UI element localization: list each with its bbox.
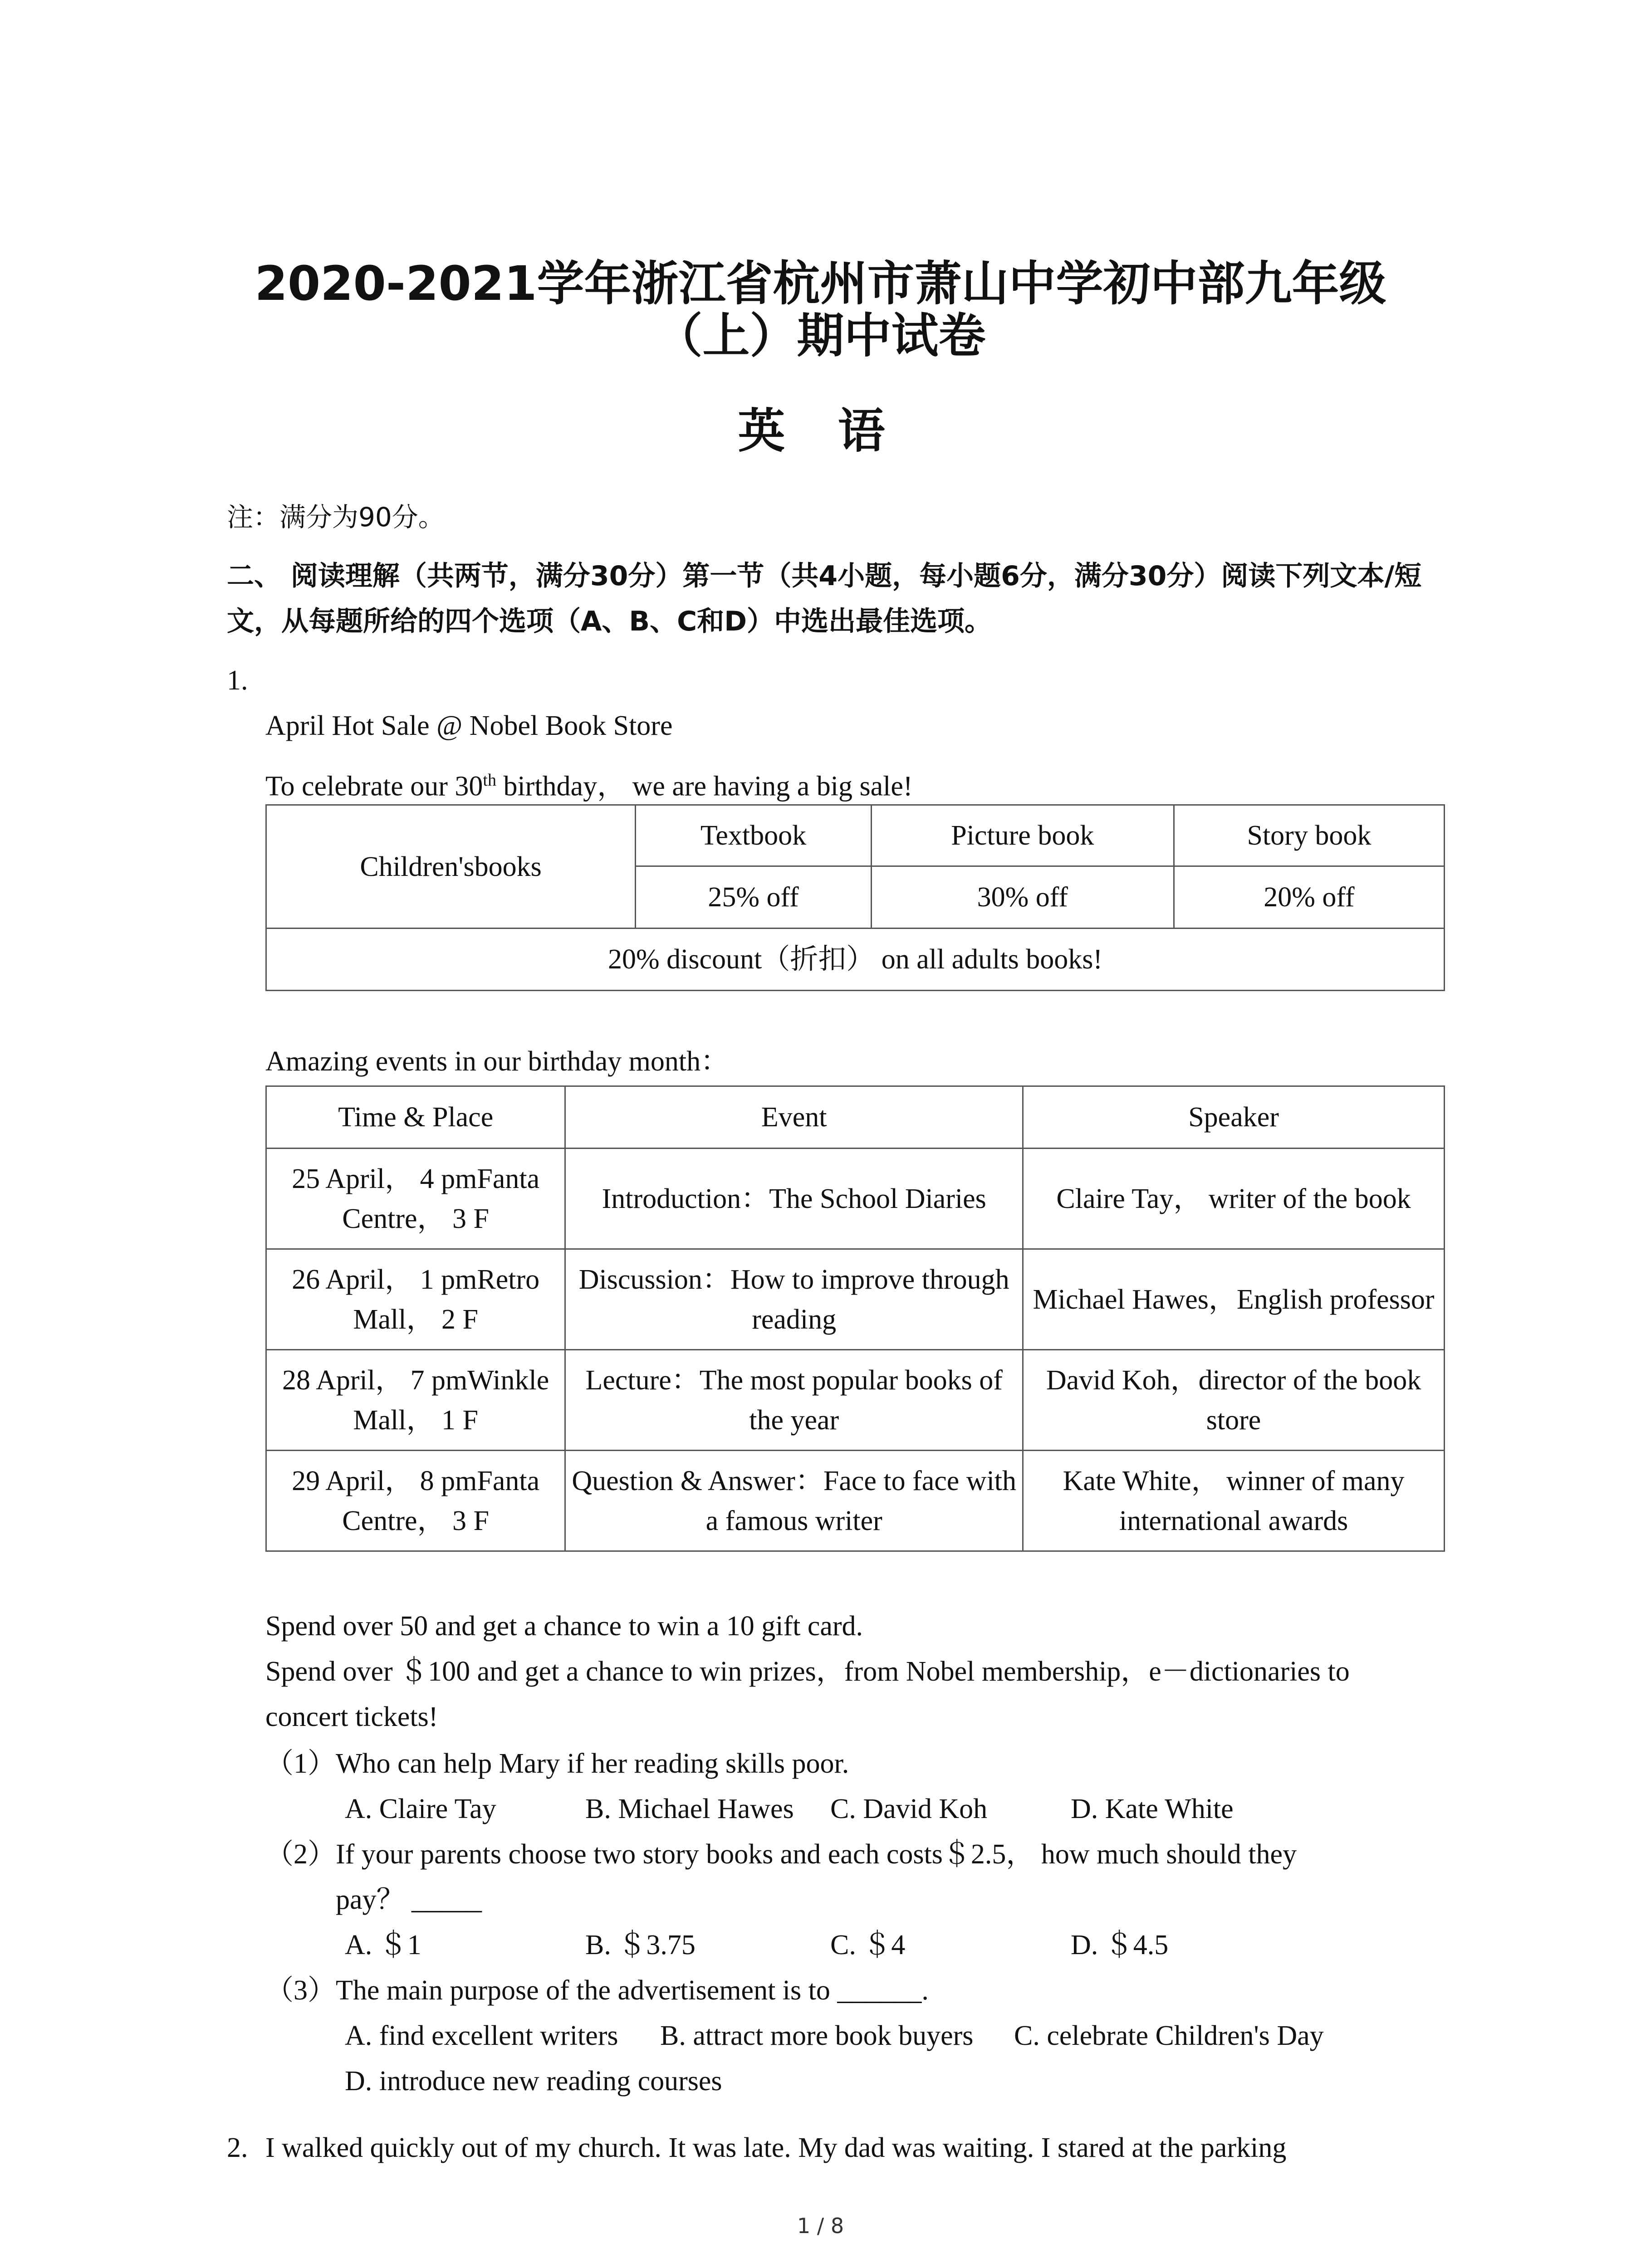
subq2-stem: If your parents choose two story books and each costs＄2.5， how much should they	[336, 1839, 1297, 1870]
discount-textbook: 25% off	[636, 866, 871, 929]
subq1-option-b: B. Michael Hawes	[585, 1794, 794, 1824]
question-2-text: I walked quickly out of my church. It was late. My dad was waiting. I stared at the parking	[265, 2132, 1287, 2163]
subq2-stem-cont: pay？ _____	[336, 1884, 482, 1915]
event-name: Introduction：The School Diaries	[565, 1149, 1023, 1249]
subq1-label: （1）	[265, 1748, 336, 1779]
subq2-label: （2）	[265, 1839, 336, 1870]
discount-table	[265, 804, 1445, 991]
table-row	[266, 1350, 1445, 1451]
subject-title: 英 语	[738, 403, 903, 459]
section-instruction: 二、 阅读理解（共两节，满分30分）第一节（共4小题，每小题6分，满分30分）阅读下列文本/短文，从每题所给的四个选项（A、B、C和D）中选出最佳选项。	[227, 560, 1422, 637]
celebrate-line: To celebrate our 30th birthday， we are having a big sale!	[265, 771, 913, 802]
spend-line-2a: Spend over ＄100 and get a chance to win prizes，from Nobel membership，e－dictionaries to	[265, 1656, 1350, 1687]
col-story-book: Story book	[1174, 805, 1444, 866]
event-time-place: 26 April， 1 pmRetro Mall， 2 F	[266, 1249, 565, 1350]
event-time-place: 29 April， 8 pmFanta Centre， 3 F	[266, 1451, 565, 1551]
subq3-option-a: A. find excellent writers	[345, 2020, 618, 2051]
exam-title-line1: 2020-2021学年浙江省杭州市萧山中学初中部九年级	[255, 256, 1386, 311]
event-name: Lecture：The most popular books of the year	[565, 1350, 1023, 1451]
subq3-option-d: D. introduce new reading courses	[345, 2066, 722, 2097]
exam-title-line2: （上）期中试卷	[655, 308, 986, 363]
table-row	[266, 1149, 1445, 1249]
question-2-number: 2.	[227, 2132, 248, 2163]
question-1-number: 1.	[227, 665, 248, 696]
spend-line-1: Spend over 50 and get a chance to win a 10 gift card.	[265, 1611, 863, 1642]
subq1-stem: Who can help Mary if her reading skills poor.	[336, 1748, 849, 1779]
adult-discount-note: 20% discount（折扣） on all adults books!	[266, 929, 1445, 991]
subq3-option-b: B. attract more book buyers	[660, 2020, 974, 2051]
spend-line-2b: concert tickets!	[265, 1701, 438, 1732]
subq1-option-d: D. Kate White	[1071, 1794, 1234, 1824]
discount-picture-book: 30% off	[871, 866, 1174, 929]
score-note: 注：满分为90分。	[227, 502, 445, 533]
col-picture-book: Picture book	[871, 805, 1174, 866]
col-textbook: Textbook	[636, 805, 871, 866]
event-name: Question & Answer：Face to face with a famous writer	[565, 1451, 1023, 1551]
table-row	[266, 1451, 1445, 1551]
event-speaker: Kate White， winner of many international awards	[1023, 1451, 1445, 1551]
subq2-option-c: C. ＄4	[830, 1930, 906, 1960]
subq2-option-b: B. ＄3.75	[585, 1930, 696, 1960]
events-intro: Amazing events in our birthday month：	[265, 1046, 729, 1077]
page-number: 1 / 8	[797, 2214, 844, 2238]
subq2-option-d: D. ＄4.5	[1071, 1930, 1169, 1960]
header-speaker: Speaker	[1023, 1086, 1445, 1149]
event-time-place: 25 April， 4 pmFanta Centre， 3 F	[266, 1149, 565, 1249]
ad-title: April Hot Sale @ Nobel Book Store	[265, 710, 673, 741]
event-time-place: 28 April， 7 pmWinkle Mall， 1 F	[266, 1350, 565, 1451]
event-speaker: David Koh，director of the book store	[1023, 1350, 1445, 1451]
subq2-option-a: A. ＄1	[345, 1930, 421, 1960]
event-speaker: Michael Hawes，English professor	[1023, 1249, 1445, 1350]
subq3-option-c: C. celebrate Children's Day	[1014, 2020, 1324, 2051]
table-row	[266, 1249, 1445, 1350]
subq3-label: （3）	[265, 1975, 336, 2006]
events-table	[265, 1085, 1445, 1552]
discount-story-book: 20% off	[1174, 866, 1444, 929]
children-books-header: Children'sbooks	[266, 805, 636, 929]
subq1-option-c: C. David Koh	[830, 1794, 988, 1824]
header-event: Event	[565, 1086, 1023, 1149]
subq3-stem: The main purpose of the advertisement is to ______.	[336, 1975, 929, 2006]
subq1-option-a: A. Claire Tay	[345, 1794, 496, 1824]
event-speaker: Claire Tay， writer of the book	[1023, 1149, 1445, 1249]
event-name: Discussion：How to improve through reading	[565, 1249, 1023, 1350]
header-time-place: Time & Place	[266, 1086, 565, 1149]
